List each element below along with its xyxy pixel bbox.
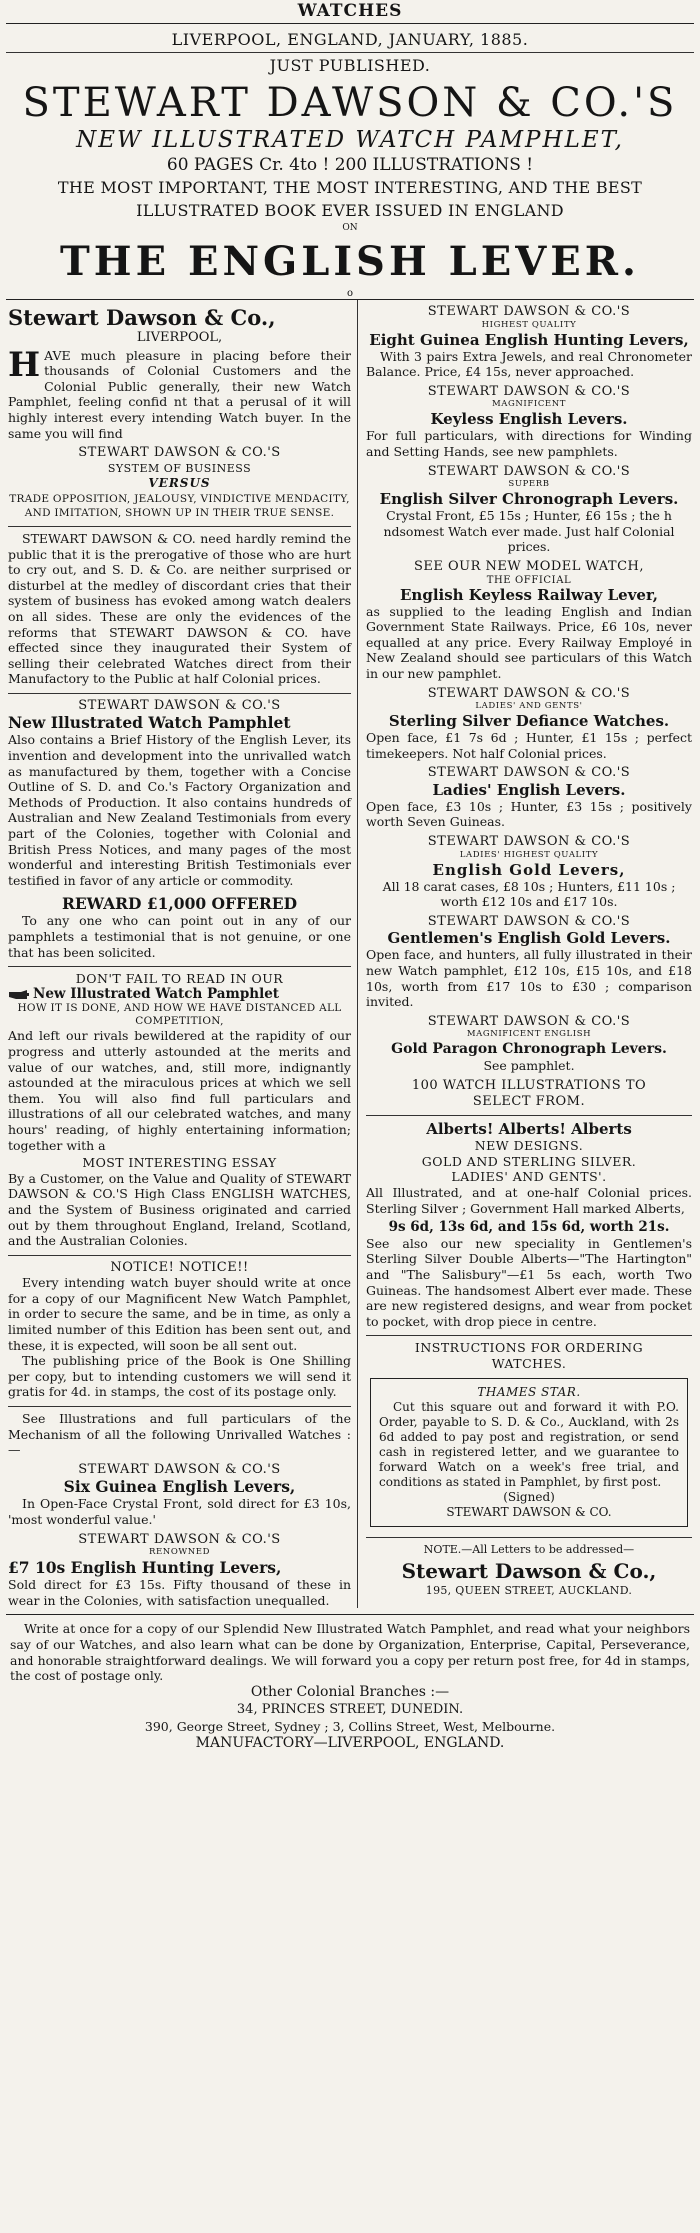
model-watch: SEE OUR NEW MODEL WATCH, [413,558,645,574]
instructions-line-2: WATCHES. [491,1355,567,1371]
drop-cap: H [8,344,41,385]
hundred-line-2: SELECT FROM. [472,1093,586,1109]
paragon-company: STEWART DAWSON & CO.'S [427,1013,631,1029]
hunting-heading: £7 10s English Hunting Levers, [8,1558,282,1578]
notice-body-2: The publishing price of the Book is One Shilling per copy, but to intending customers we will send it gratis for 4d. in stamps, the cost of its postage only. [8,1353,351,1400]
chrono-body: Crystal Front, £5 15s ; Hunter, £6 15s ; the h ndsomest Watch ever made. Just half Colonial prices. [383,508,675,555]
separator [366,1335,692,1336]
pamphlet-heading: New Illustrated Watch Pamphlet [8,713,291,733]
footer [6,1615,694,1751]
dateline: LIVERPOOL, ENGLAND, JANUARY, 1885. [171,30,529,49]
gold-heading: English Gold Levers, [432,860,626,879]
eight-guinea-heading: Eight Guinea English Hunting Levers, [369,330,689,349]
reward-body: To any one who can point out in any of our pamphlets a testimonial that is not genuine, or one that has been solicited. [8,913,351,960]
gold-silver: GOLD AND STERLING SILVER. [421,1153,637,1169]
separator [8,966,351,967]
gold-label: LADIES' HIGHEST QUALITY [459,849,599,860]
keyless-body: For full particulars, with directions for Winding and Setting Hands, see new pamphlets. [366,428,692,459]
separator [366,1115,692,1116]
eight-company: STEWART DAWSON & CO.'S [427,304,631,319]
most-important-line-2: ILLUSTRATED BOOK EVER ISSUED IN ENGLAND [136,201,564,220]
dont-fail: DON'T FAIL TO READ IN OUR [75,971,284,987]
pointing-hand-icon [8,989,30,1000]
separator [8,1406,351,1407]
railway-body: as supplied to the leading English and Indian Government State Railways. Price, £6 10s, never equalled at any price. Every Railway Employé in New Zealand should see particulars of this Watch in our new pamphlet. [366,603,692,681]
coupon-signed: (Signed) [503,1489,555,1504]
notice-heading: NOTICE! NOTICE!! [110,1259,249,1275]
keyless-company: STEWART DAWSON & CO.'S [427,383,631,399]
address-firm: Stewart Dawson & Co., [401,1559,657,1584]
ladies-gents: LADIES' AND GENTS'. [451,1169,607,1185]
essay-heading: MOST INTERESTING ESSAY [82,1155,277,1171]
notice-body-1: Every intending watch buyer should write at once for a copy of our Magnificent New Watch Pamphlet, in order to secure the same, and be in time, as only a limited number of this Edition has been sent out, and these, it is expected, will soon be all sent out. [8,1275,351,1353]
gold-company: STEWART DAWSON & CO.'S [427,834,631,850]
intro-text: AVE much pleasure in placing before their thousands of Colonial Customers and the Colonial Public generally, their new Watch Pamphlet, feeling confid nt that a perusal of it will highly interest every intending Watch buyer. In the same you will find [8,347,351,441]
new-designs: NEW DESIGNS. [474,1138,584,1154]
defiance-heading: Sterling Silver Defiance Watches. [388,712,670,731]
dateline-rule [6,52,694,53]
company-banner: STEWART DAWSON & CO.'S [22,80,678,126]
renowned-company: STEWART DAWSON & CO.'S [78,1531,281,1547]
eight-guinea-body: With 3 pairs Extra Jewels, and real Chronometer Balance. Price, £4 15s, never approached. [366,348,692,380]
right-column [358,300,694,1608]
instructions-line-1: INSTRUCTIONS FOR ORDERING [414,1340,644,1356]
firm-place: LIVERPOOL, [136,330,223,345]
gents-company: STEWART DAWSON & CO.'S [427,913,631,929]
separator [8,1255,351,1256]
renowned-label: RENOWNED [148,1547,210,1558]
hunting-body: Sold direct for £3 15s. Fifty thousand of these in wear in the Colonies, with satisfaction unequalled. [8,1577,351,1608]
sydney-melbourne-address: 390, George Street, Sydney ; 3, Collins Street, West, Melbourne. [144,1718,556,1734]
coupon-title: THAMES STAR. [477,1384,581,1399]
keyless-label: MAGNIFICENT [491,399,567,410]
branches-heading: Other Colonial Branches :— [250,1683,450,1700]
manufactory: MANUFACTORY—LIVERPOOL, ENGLAND. [195,1734,505,1751]
pamphlet-body: Also contains a Brief History of the English Lever, its invention and development into the unrivalled watch as manufactured by them, together with a Concise Outline of S. D. and Co.'s Factory Organization and Methods of Production. It also contains hundreds of Australian and New Zealand Testimonials from every part of the Colonies, together with Colonial and British Press Notices, and many pages of the most wonderful and interesting British Testimonials ever testified in favor of any article or commodity. [8,732,351,888]
firm-heading: Stewart Dawson & Co., [8,305,276,330]
railway-heading: English Keyless Railway Lever, [400,585,658,604]
paragon-see: See pamphlet. [483,1058,575,1074]
gents-heading: Gentlemen's English Gold Levers. [387,929,671,948]
system-company: STEWART DAWSON & CO.'S [78,445,281,461]
defiance-company: STEWART DAWSON & CO.'S [427,685,631,701]
rivals-body: And left our rivals bewildered at the rapidity of our progress and utterly astounded at the merits and value of our watches, and, still more, indignantly astounded at the miraculous prices at which we sell them. You will also find full particulars and illustrations of all our celebrated watches, and many hours' reading, of highly entertaining information; together with a [8,1028,351,1153]
see-illustrations: See Illustrations and full particulars of the Mechanism of all the following Unrivalled Watches :— [8,1411,351,1458]
defiance-body: Open face, £1 7s 6d ; Hunter, £1 15s ; perfect timekeepers. Not half Colonial prices. [366,730,692,761]
six-company: STEWART DAWSON & CO.'S [78,1461,281,1477]
need-hardly-paragraph: STEWART DAWSON & CO. need hardly remind the public that it is the prerogative of those who are hurt to cry out, and S. D. & Co. are neither surprised or disturbel at the medley of discordant cries that their system of business has evoked among watch dealers on all sides. These are only the evidences of the reforms that STEWART DAWSON & CO. have effected since they inaugurated their System of selling their celebrated Watches direct from their Manufactory to the Public at half Colonial prices. [8,530,351,687]
essay-body: By a Customer, on the Value and Quality of STEWART DAWSON & CO.'S High Class ENGLISH WATCHES, and the System of Business originated and carried out by them throughout England, Ireland, Scotland, and the Australian Colonies. [8,1170,351,1249]
alberts-body: All Illustrated, and at one-half Colonial prices. Sterling Silver ; Government Hall marked Alberts, [366,1184,692,1216]
keyless-heading: Keyless English Levers. [430,410,628,429]
note-letters: NOTE.—All Letters to be addressed— [423,1542,635,1556]
separator [8,693,351,694]
divider-ornament: o [346,288,354,299]
on-label: ON [342,223,358,233]
double-alberts-body: See also our new speciality in Gentlemen's Sterling Silver Double Alberts—"The Hartington" and "The Salisbury"—£1 5s each, worth Two Guineas. The handsomest Albert ever made. These are new registered designs, and wear from pocket to pocket, with drop piece in centre. [366,1235,692,1329]
left-column [6,300,358,1608]
english-lever-title: THE ENGLISH LEVER. [60,238,640,285]
chrono-heading: English Silver Chronograph Levers. [379,490,679,509]
chrono-company: STEWART DAWSON & CO.'S [427,463,631,479]
ladies-company: STEWART DAWSON & CO.'S [427,765,631,781]
address-street: 195, QUEEN STREET, AUCKLAND. [425,1584,633,1598]
pages-line: 60 PAGES Cr. 4to ! 200 ILLUSTRATIONS ! [166,155,534,175]
new-pamphlet-line [8,987,351,1003]
defiance-label: LADIES' AND GENTS' [475,701,583,712]
six-guinea-heading: Six Guinea English Levers, [63,1477,296,1497]
dunedin-address: 34, PRINCES STREET, DUNEDIN. [236,1701,464,1717]
six-guinea-body: In Open-Face Crystal Front, sold direct for £3 10s, 'most wonderful value.' [8,1496,351,1527]
official-label: THE OFFICIAL [486,574,572,586]
gents-body: Open face, and hunters, all fully illustrated in their new Watch pamphlet, £12 10s, £15 10s, and £18 10s, worth from £17 10s to £30 ; comparison invited. [366,947,692,1010]
eight-label: HIGHEST QUALITY [481,319,577,330]
reward-heading: REWARD £1,000 OFFERED [61,894,298,914]
new-pamphlet-heading: New Illustrated Watch Pamphlet [33,985,280,1002]
ladies-heading: Ladies' English Levers. [432,780,626,799]
intro-paragraph [8,344,351,442]
paragon-heading: Gold Paragon Chronograph Levers. [391,1041,667,1058]
hundred-line-1: 100 WATCH ILLUSTRATIONS TO [411,1078,647,1093]
system-title: SYSTEM OF BUSINESS [107,461,252,475]
coupon-signature: STEWART DAWSON & CO. [446,1504,612,1519]
write-at-once: Write at once for a copy of our Splendid New Illustrated Watch Pamphlet, and read what your neighbors say of our Watches, and also learn what can be done by Organization, Enterprise, Capital, Perseverance, and honorable straightforward dealings. We will forward you a copy per return post free, for 4d in stamps, the cost of postage only. [10,1621,690,1684]
pamphlet-company: STEWART DAWSON & CO.'S [78,697,281,713]
versus-label: VERSUS [148,476,211,491]
most-important-line-1: THE MOST IMPORTANT, THE MOST INTERESTING, AND THE BEST [57,178,643,197]
ladies-body: Open face, £3 10s ; Hunter, £3 15s ; positively worth Seven Guineas. [366,798,692,830]
section-title: WATCHES [297,1,403,21]
paragon-label: MAGNIFICENT ENGLISH [466,1029,592,1040]
just-published: JUST PUBLISHED. [269,56,431,75]
two-column-body [6,299,694,1608]
coupon-body: Cut this square out and forward it with P.O. Order, payable to S. D. & Co., Auckland, with 2s 6d added to pay post and registration, or send cash in registered letter, and we guarantee to forward Watch on a week's free trial, and conditions as stated in Pamphlet, by first post. [379,1399,679,1489]
alberts-prices: 9s 6d, 13s 6d, and 15s 6d, worth 21s. [388,1219,670,1236]
chrono-label: SUPERB [508,479,550,490]
alberts-heading: Alberts! Alberts! Alberts [426,1120,632,1139]
order-coupon[interactable] [370,1378,688,1527]
separator [366,1537,692,1538]
how-done: HOW IT IS DONE, AND HOW WE HAVE DISTANCED ALL COMPETITION, [17,1002,342,1028]
separator [8,526,351,527]
gold-body: All 18 carat cases, £8 10s ; Hunters, £11 10s ; worth £12 10s and £17 10s. [382,878,676,910]
trade-opposition: TRADE OPPOSITION, JEALOUSY, VINDICTIVE MENDACITY, AND IMITATION, SHOWN UP IN THEIR TRUE SENSE. [9,492,350,519]
pamphlet-banner: NEW ILLUSTRATED WATCH PAMPHLET, [76,127,624,153]
